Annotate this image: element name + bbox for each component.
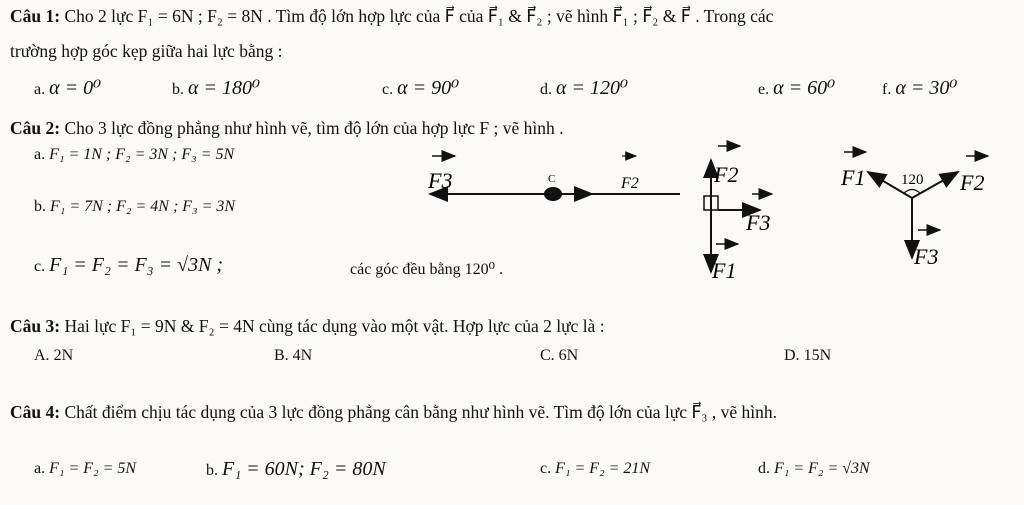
q1-option-c: c. α = 90⁰ [382, 77, 460, 99]
fig3-label-f2: F2 [960, 170, 985, 195]
q3-option-d: D. 15N [784, 347, 832, 364]
q1-option-a: a. α = 0⁰ [34, 77, 102, 99]
q2-angle-note: các góc đều bằng 120⁰ . [350, 261, 504, 278]
fig3-label-f3: F3 [914, 244, 939, 269]
q4-option-c: c. F₁ = F₂ = 21N [540, 460, 651, 477]
q1-option-e: e. α = 60⁰ [758, 77, 836, 99]
q3-option-b: B. 4N [274, 347, 313, 364]
fig2-label-f1: F1 [712, 258, 737, 283]
q2-option-a: a. F₁ = 1N ; F₂ = 3N ; F₃ = 5N [34, 146, 235, 163]
question-4-number: Câu 4: [10, 402, 61, 422]
fig1-label-f3: F3 [428, 168, 453, 193]
question-3-text: Hai lực F₁ = 9N & F₂ = 4N cùng tác dụng vào một vật. Hợp lực của 2 lực là : [64, 316, 605, 336]
question-3-line [10, 316, 605, 337]
q1-option-b: b. α = 180⁰ [172, 77, 261, 99]
question-1-number: Câu 1: [10, 6, 61, 26]
question-2-text: Cho 3 lực đồng phẳng như hình vẽ, tìm độ lớn của hợp lực F ; vẽ hình . [64, 118, 564, 138]
fig2-label-f3: F3 [746, 210, 771, 235]
question-1-text: Cho 2 lực F₁ = 6N ; F₂ = 8N . Tìm độ lớn hợp lực của F⃗ của F⃗₁ & F⃗₂ ; vẽ hình F⃗₁ ; F⃗₂ & F⃗ . Trong các [64, 6, 774, 26]
fig3-angle-label: 120 [901, 172, 924, 188]
q1-option-f: f. α = 30⁰ [882, 77, 958, 99]
fig2-label-f2: F2 [714, 162, 739, 187]
q3-option-c: C. 6N [540, 347, 579, 364]
q1-option-d: d. α = 120⁰ [540, 77, 629, 99]
question-4-line [10, 402, 777, 423]
q3-option-a: A. 2N [34, 347, 74, 364]
fig1-label-f2: F2 [621, 175, 639, 192]
fig1-label-c: C [548, 173, 556, 185]
q2-option-c: c. F₁ = F₂ = F₃ = √3N ; [34, 254, 224, 276]
q4-option-b: b. F₁ = 60N; F₂ = 80N [206, 458, 386, 480]
q4-option-d: d. F₁ = F₂ = √3N [758, 460, 870, 477]
fig3-label-f1: F1 [841, 165, 866, 190]
question-1-line-2: trường hợp góc kẹp giữa hai lực bằng : [10, 41, 283, 61]
q4-option-a: a. F₁ = F₂ = 5N [34, 460, 137, 477]
question-2-number: Câu 2: [10, 118, 61, 138]
q2-option-b: b. F₁ = 7N ; F₂ = 4N ; F₃ = 3N [34, 198, 236, 215]
question-4-text: Chất điểm chịu tác dụng của 3 lực đồng phẳng cân bằng như hình vẽ. Tìm độ lớn của lực F⃗₃ , vẽ hình. [64, 402, 778, 422]
question-3-number: Câu 3: [10, 316, 61, 336]
fig3-angle-arc [904, 190, 920, 194]
